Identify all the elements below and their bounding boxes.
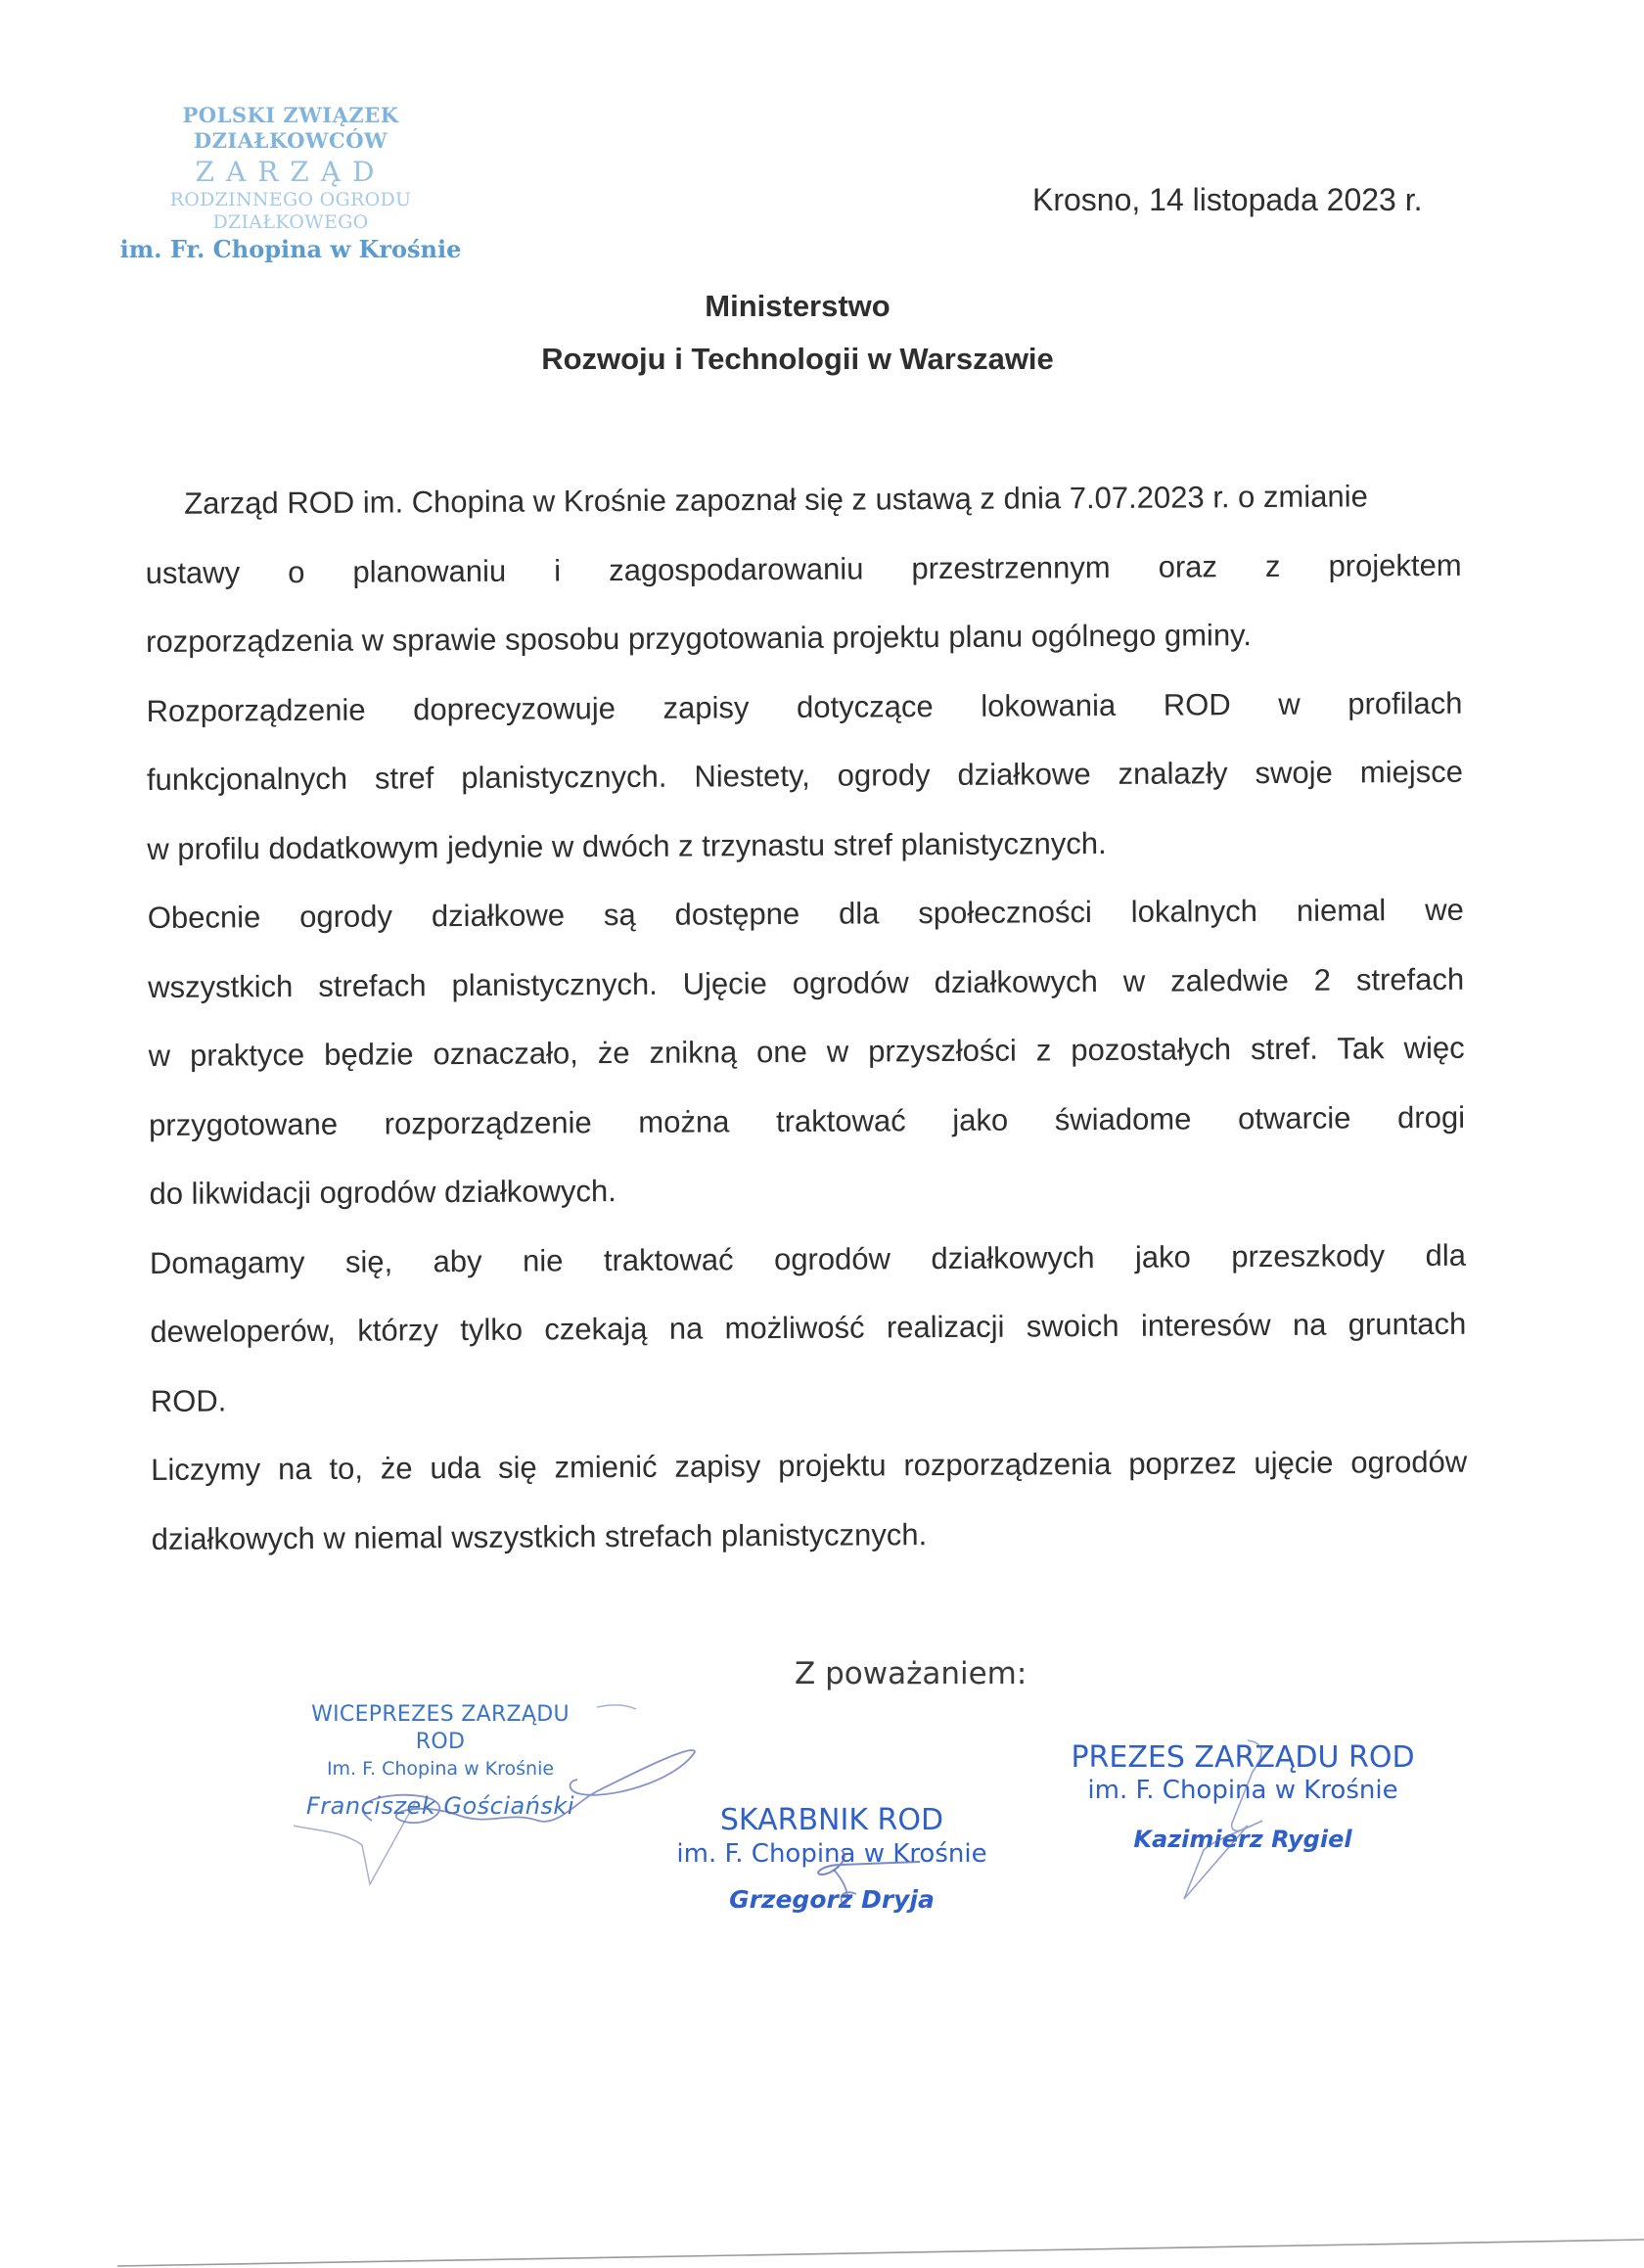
signature-name: Grzegorz Dryja	[729, 1885, 935, 1914]
place-date: Krosno, 14 listopada 2023 r.	[1032, 182, 1423, 217]
signature-title: PREZES ZARZĄDU ROD	[1071, 1740, 1415, 1775]
stamp-line-1: POLSKI ZWIĄZEK DZIAŁKOWCÓW	[182, 103, 399, 154]
organization-stamp	[110, 103, 472, 264]
body-line: Zarząd ROD im. Chopina w Krośnie zapoznał się z ustawą z dnia 7.07.2023 r. o zmianie	[184, 479, 1368, 521]
body-line: Liczymy na to, że uda się zmienić zapisy projektu rozporządzenia poprzez ujęcie ogrodów	[151, 1444, 1468, 1487]
signature-name: Franciszek Gościański	[306, 1792, 574, 1820]
body-line: Domagamy się, aby nie traktować ogrodów działkowych jako przeszkody dla	[149, 1237, 1467, 1280]
body-line: deweloperów, którzy tylko czekają na możliwość realizacji swoich interesów na gruntach	[150, 1306, 1467, 1349]
signature-name: Kazimierz Rygiel	[1133, 1826, 1352, 1853]
body-line: funkcjonalnych stref planistycznych. Niestety, ogrody działkowe znalazły swoje miejsce	[146, 754, 1464, 797]
signature-title: WICEPREZES ZARZĄDU ROD	[311, 1702, 570, 1754]
body-line: wszystkich strefach planistycznych. Ujęcie ogrodów działkowych w zaledwie 2 strefach	[148, 961, 1465, 1004]
addressee-line-2: Rozwoju i Technologii w Warszawie	[541, 342, 1054, 376]
signature-block-vice-president	[284, 1701, 597, 1821]
body-line: w praktyce będzie oznaczało, że znikną one w przyszłości z pozostałych stref. Tak więc	[148, 1030, 1465, 1073]
signature-title: SKARBNIK ROD	[719, 1803, 944, 1837]
body-line: do likwidacji ogrodów działkowych.	[149, 1174, 616, 1211]
signature-block-president	[1067, 1740, 1419, 1854]
body-line: przygotowane rozporządzenie można traktować jako świadome otwarcie drogi	[148, 1099, 1466, 1142]
body-line: ROD.	[150, 1383, 227, 1418]
body-line: działkowych w niemal wszystkich strefach planistycznych.	[151, 1516, 928, 1556]
closing-salutation: Z poważaniem:	[795, 1656, 1028, 1691]
body-line: Obecnie ogrody działkowe są dostępne dla społeczności lokalnych niemal we	[147, 892, 1464, 935]
body-line: Rozporządzenie doprecyzowuje zapisy dotyczące lokowania ROD w profilach	[146, 685, 1463, 728]
body-line: ustawy o planowaniu i zagospodarowaniu przestrzennym oraz z projektem	[145, 547, 1462, 590]
body-line: w profilu dodatkowym jedynie w dwóch z trzynastu stref planistycznych.	[147, 825, 1107, 866]
addressee-line-1: Ministerstwo	[705, 289, 890, 323]
letter-body	[145, 462, 1468, 1574]
body-line: rozporządzenia w sprawie sposobu przygotowania projektu planu ogólnego gminy.	[145, 618, 1253, 659]
stamp-line-2: ZARZĄD	[195, 155, 387, 188]
signature-subtitle: Im. F. Chopina w Krośnie	[326, 1758, 555, 1780]
signature-subtitle: im. F. Chopina w Krośnie	[676, 1839, 987, 1869]
signature-block-treasurer	[665, 1803, 998, 1915]
signature-subtitle: im. F. Chopina w Krośnie	[1087, 1776, 1398, 1805]
stamp-line-4: im. Fr. Chopina w Krośnie	[119, 235, 462, 263]
stamp-line-3: RODZINNEGO OGRODU DZIAŁKOWEGO	[169, 188, 412, 234]
